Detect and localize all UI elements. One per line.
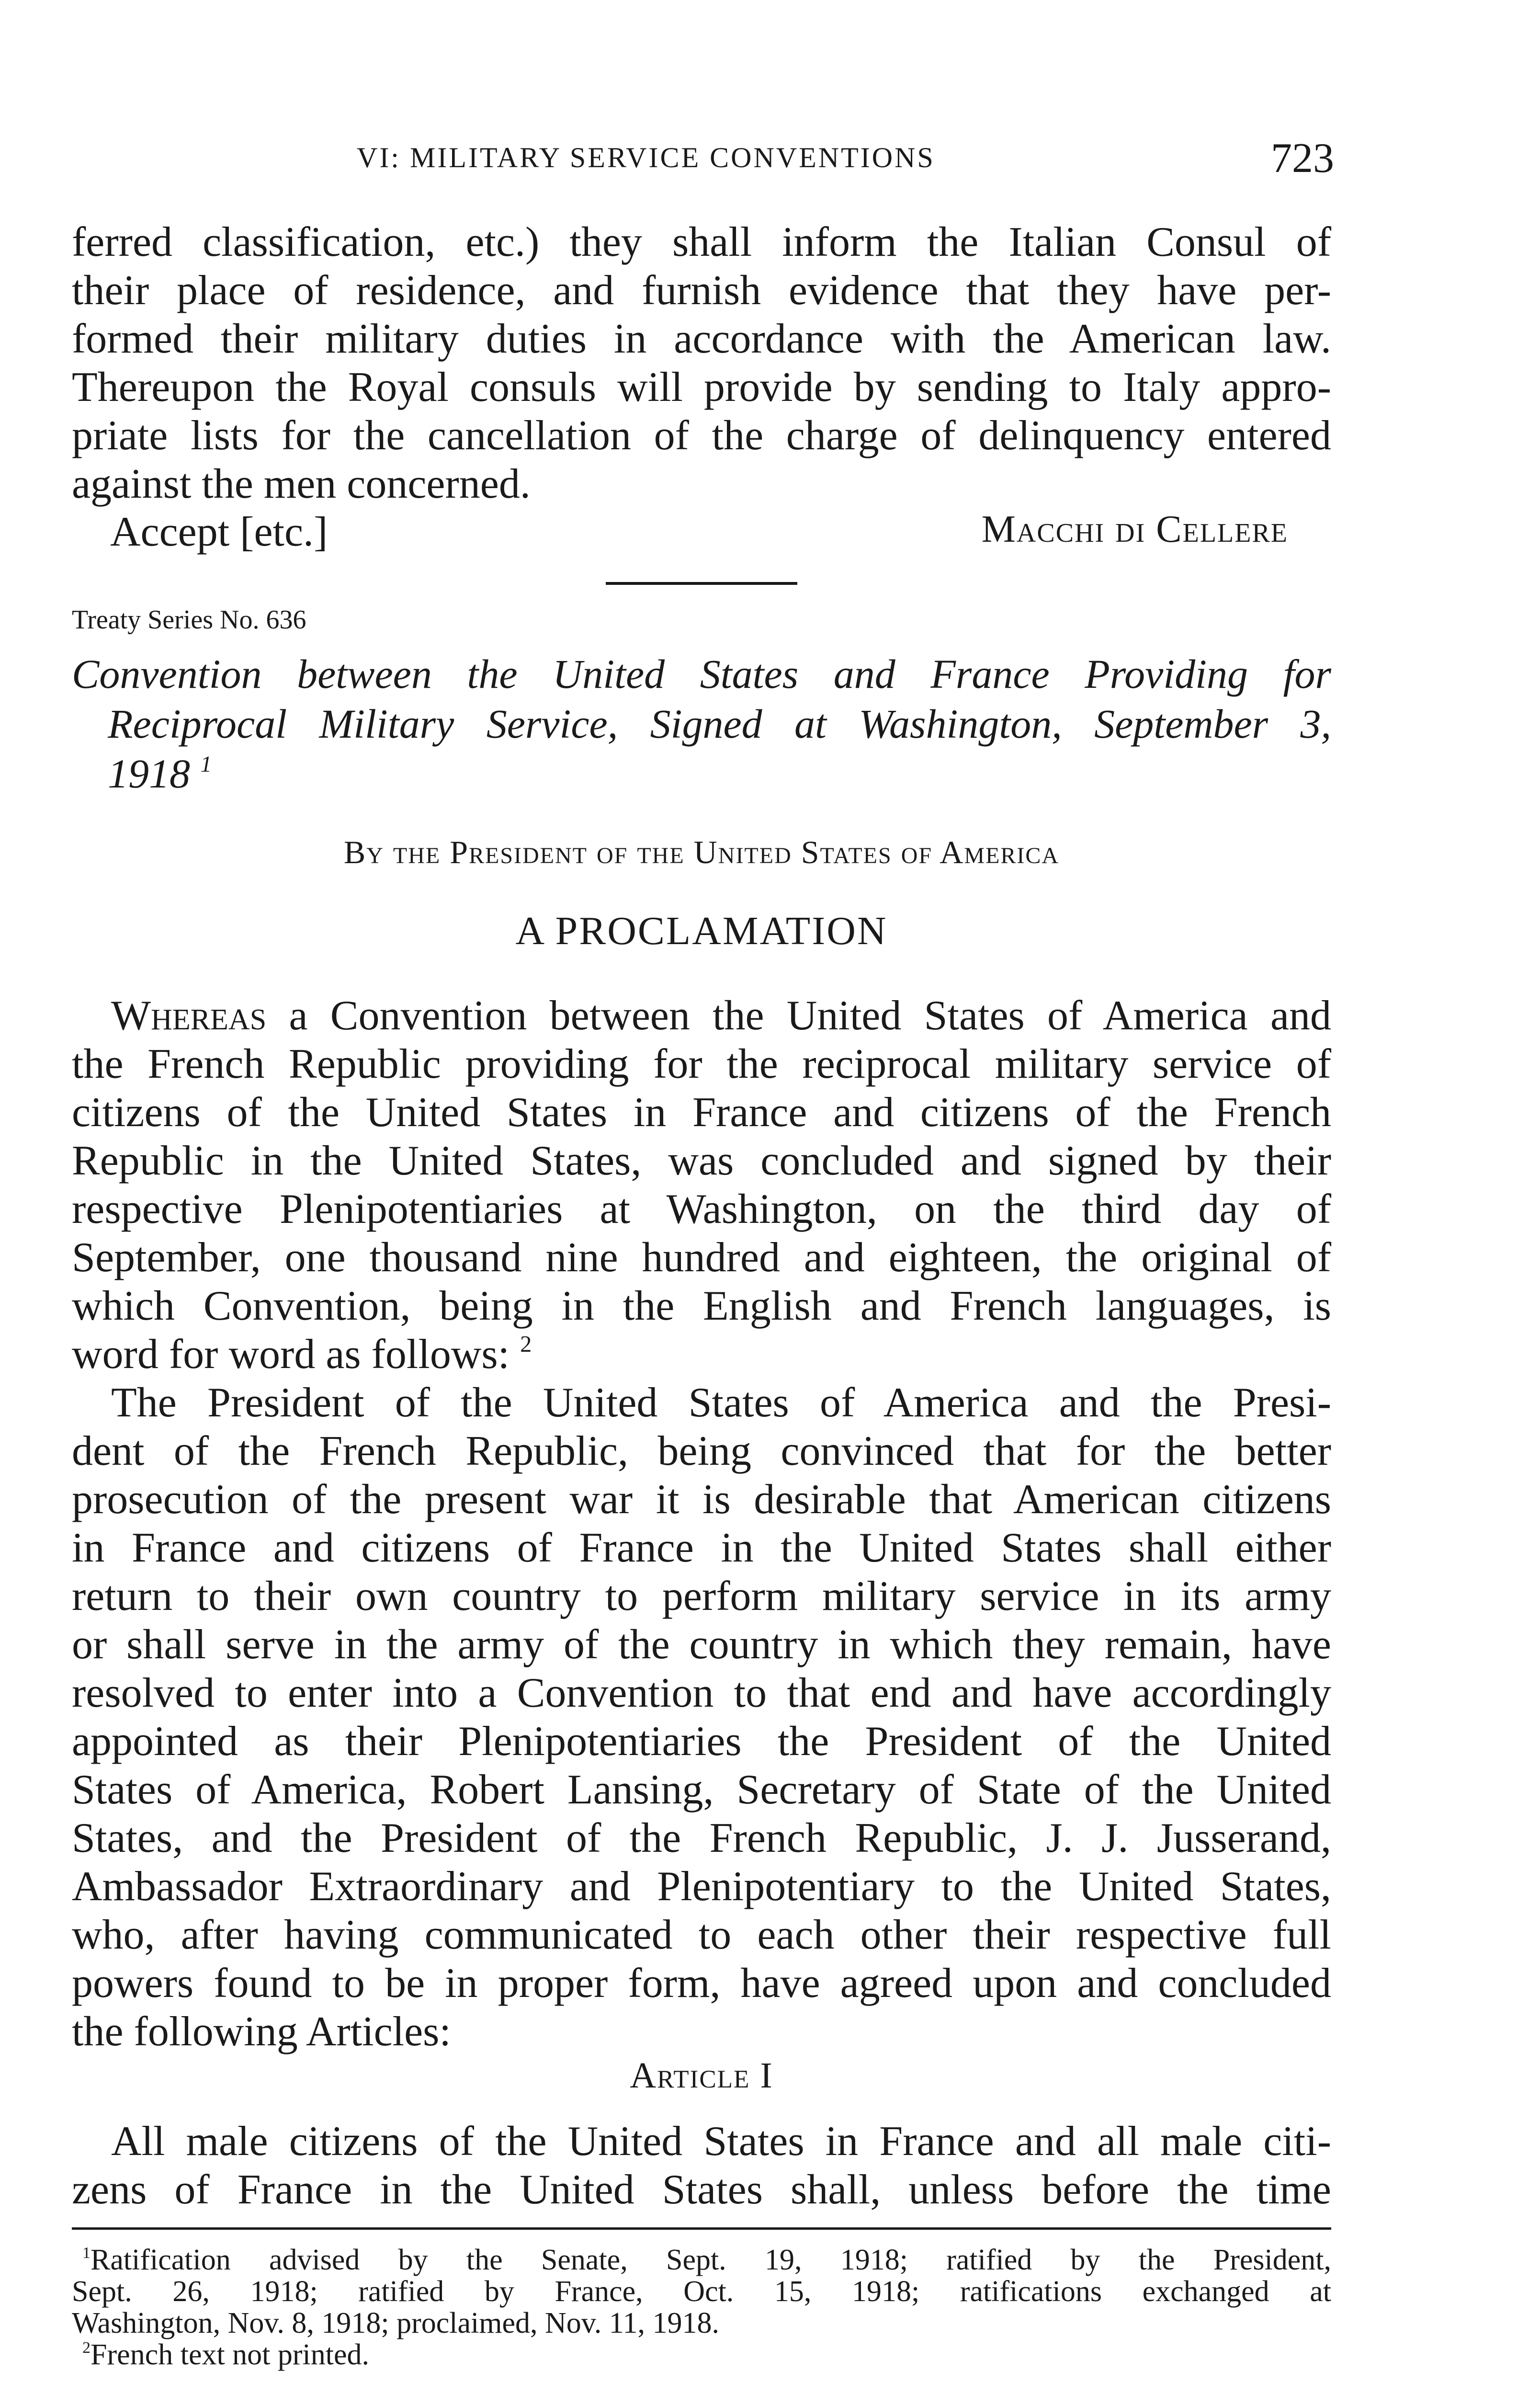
whereas-lead: Whereas bbox=[111, 992, 267, 1039]
text-line bbox=[72, 992, 1331, 1040]
text-line: which Convention, being in the English and French languages, is bbox=[72, 1283, 1331, 1329]
text-line: zens of France in the United States shall, unless before the time bbox=[72, 2167, 1331, 2213]
footnote-ref: 1 bbox=[200, 752, 212, 777]
title-line: Reciprocal Military Service, Signed at Washington, September 3, bbox=[108, 701, 1331, 747]
footnote-text: French text not printed. bbox=[91, 2338, 370, 2371]
treaty-series-label: Treaty Series No. 636 bbox=[72, 605, 306, 635]
text-line: States of America, Robert Lansing, Secretary of State of the United bbox=[72, 1767, 1331, 1813]
text-line: dent of the French Republic, being convinced that for the better bbox=[72, 1428, 1331, 1474]
whereas-section bbox=[72, 992, 1331, 2056]
whereas-paragraph bbox=[72, 992, 1331, 1379]
text-line: Thereupon the Royal consuls will provide by sending to Italy appro- bbox=[72, 364, 1331, 411]
signature: Macchi di Cellere bbox=[981, 508, 1288, 550]
separator-rule bbox=[606, 582, 797, 585]
text-line: the following Articles: bbox=[72, 2008, 451, 2055]
footnote-line bbox=[72, 2339, 1331, 2371]
text-line: States, and the President of the French Republic, J. J. Jusserand, bbox=[72, 1815, 1331, 1861]
text-line: who, after having communicated to each other their respective full bbox=[72, 1912, 1331, 1958]
convention-title bbox=[72, 649, 1331, 798]
text-line: Ambassador Extraordinary and Plenipotentiary to the United States, bbox=[72, 1863, 1331, 1910]
footnote-line bbox=[72, 2244, 1331, 2276]
title-year: 1918 bbox=[108, 751, 190, 797]
text-line: in France and citizens of France in the United States shall either bbox=[72, 1525, 1331, 1571]
running-head: VI: MILITARY SERVICE CONVENTIONS bbox=[357, 142, 935, 173]
text-line: return to their own country to perform military service in its army bbox=[72, 1573, 1331, 1619]
footnote-marker: 2 bbox=[82, 2339, 91, 2357]
text-line: formed their military duties in accordance with the American law. bbox=[72, 316, 1331, 362]
footnote-marker: 1 bbox=[82, 2244, 91, 2262]
footnote-rule bbox=[72, 2227, 1331, 2230]
footnotes bbox=[72, 2244, 1331, 2371]
text-line: priate lists for the cancellation of the charge of delinquency entered bbox=[72, 412, 1331, 459]
text-line: or shall serve in the army of the country in which they remain, have bbox=[72, 1621, 1331, 1668]
text-line: respective Plenipotentiaries at Washington, on the third day of bbox=[72, 1186, 1331, 1232]
proclamation-heading: A PROCLAMATION bbox=[515, 909, 888, 953]
text-line: appointed as their Plenipotentiaries the President of the United bbox=[72, 1718, 1331, 1765]
article-paragraph bbox=[72, 2117, 1331, 2214]
text-line: their place of residence, and furnish evidence that they have per- bbox=[72, 267, 1331, 314]
text-line: citizens of the United States in France and citizens of the French bbox=[72, 1089, 1331, 1136]
whereas-line1: a Convention between the United States of America and bbox=[266, 992, 1331, 1039]
article-heading: Article I bbox=[630, 2055, 773, 2096]
text-line: All male citizens of the United States in France and all male citi- bbox=[111, 2118, 1331, 2165]
letter-closing-row bbox=[110, 508, 1288, 556]
title-line bbox=[72, 749, 1331, 798]
footnote-line: Washington, Nov. 8, 1918; proclaimed, Nov. 11, 1918. bbox=[72, 2307, 719, 2339]
page-number: 723 bbox=[1271, 135, 1334, 182]
text-line: The President of the United States of America and the Presi- bbox=[111, 1380, 1331, 1426]
article-section bbox=[72, 2117, 1331, 2214]
text-line: Republic in the United States, was concluded and signed by their bbox=[72, 1138, 1331, 1184]
text-line: against the men concerned. bbox=[72, 461, 531, 507]
text-line: the French Republic providing for the reciprocal military service of bbox=[72, 1041, 1331, 1087]
title-line: Convention between the United States and France Providing for bbox=[72, 651, 1331, 697]
text-line: resolved to enter into a Convention to that end and have accordingly bbox=[72, 1670, 1331, 1716]
letter-paragraph bbox=[72, 218, 1331, 508]
letter-continuation bbox=[72, 218, 1331, 508]
text-line: September, one thousand nine hundred and eighteen, the original of bbox=[72, 1234, 1331, 1281]
closing-phrase: Accept [etc.] bbox=[110, 509, 328, 555]
text-line bbox=[72, 1330, 1331, 1379]
preamble-paragraph bbox=[72, 1379, 1331, 2056]
footnote-ref: 2 bbox=[520, 1332, 532, 1357]
by-the-president-heading: By the President of the United States of America bbox=[343, 834, 1060, 870]
text-line: ferred classification, etc.) they shall inform the Italian Consul of bbox=[72, 219, 1331, 265]
text-line: powers found to be in proper form, have agreed upon and concluded bbox=[72, 1960, 1331, 2007]
footnote-line: Sept. 26, 1918; ratified by France, Oct. 15, 1918; ratifications exchanged at bbox=[72, 2275, 1331, 2308]
whereas-last-line: word for word as follows: bbox=[72, 1331, 510, 1378]
footnote-text: Ratification advised by the Senate, Sept. 19, 1918; ratified by the President, bbox=[91, 2244, 1331, 2276]
text-line: prosecution of the present war it is desirable that American citizens bbox=[72, 1476, 1331, 1523]
